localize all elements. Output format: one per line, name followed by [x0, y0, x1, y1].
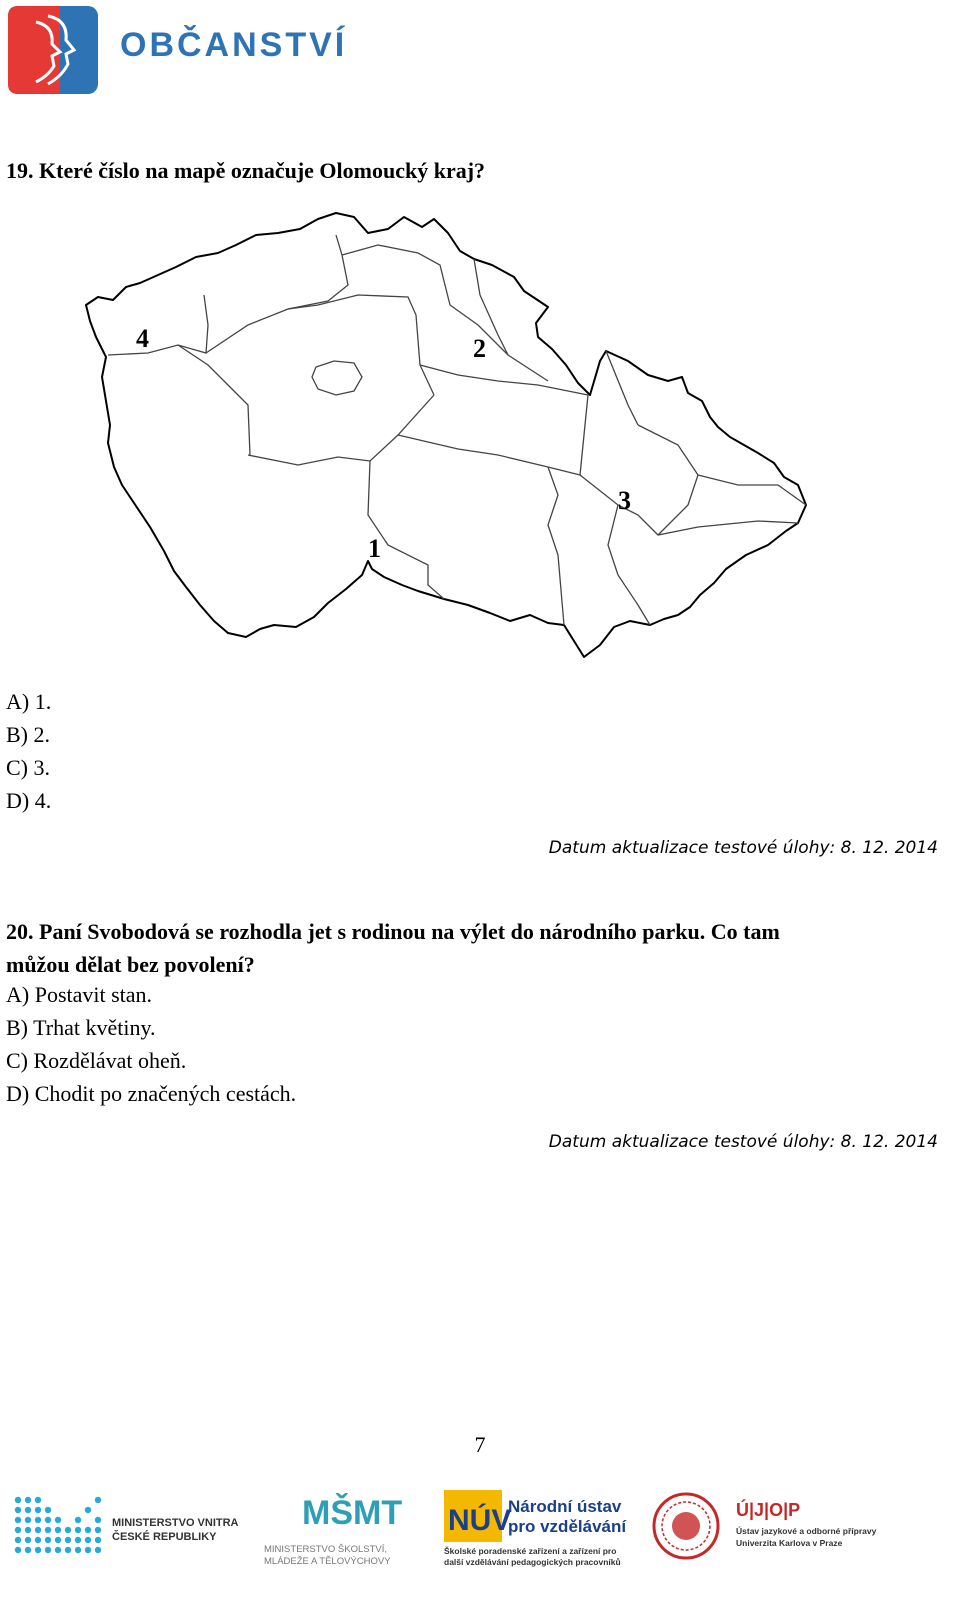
answer-20-b: B) Trhat květiny. [6, 1015, 156, 1040]
mv-line-2: ČESKÉ REPUBLIKY [112, 1531, 217, 1543]
question-20-line-2: můžou dělat bez povolení? [6, 952, 255, 977]
answer-20-a: A) Postavit stan. [6, 982, 153, 1007]
mv-line-1: MINISTERSTVO VNITRA [112, 1517, 239, 1529]
answer-19-a: A) 1. [6, 689, 52, 714]
obcanstvi-logo-icon [8, 6, 98, 94]
question-19: 19. Které číslo na mapě označuje Olomoucký kraj? [6, 158, 486, 183]
czech-regions-map [78, 205, 818, 665]
msmt-mark: MŠMT [302, 1494, 403, 1532]
answers-20 [6, 978, 296, 1110]
nuv-logo [442, 1480, 632, 1570]
msmt-logo [262, 1480, 422, 1570]
page-number: 7 [474, 1432, 486, 1457]
ujop-line-2: Univerzita Karlova v Praze [736, 1538, 843, 1548]
answer-19-b: B) 2. [6, 722, 50, 747]
ujop-line-1: Ústav jazykové a odborné přípravy [736, 1526, 877, 1536]
answer-19-c: C) 3. [6, 755, 50, 780]
msmt-line-1: MINISTERSTVO ŠKOLSTVÍ, [264, 1544, 387, 1555]
university-seal-icon [654, 1494, 718, 1558]
update-date-20: Datum aktualizace testové úlohy: 8. 12. 2014 [548, 1132, 938, 1152]
msmt-line-2: MLÁDEŽE A TĚLOVÝCHOVY [264, 1556, 391, 1567]
nuv-line-2: pro vzdělávání [508, 1517, 627, 1536]
question-20 [6, 915, 906, 981]
ujop-logo [652, 1480, 890, 1570]
question-20-line-1: 20. Paní Svobodová se rozhodla jet s rodinou na výlet do národního parku. Co tam [6, 919, 780, 944]
nuv-mark: NÚV [448, 1504, 512, 1537]
answers-19 [6, 685, 51, 817]
ujop-mark: Ú|J|O|P [736, 1500, 801, 1520]
map-label-1: 1 [368, 534, 381, 563]
answer-20-d: D) Chodit po značených cestách. [6, 1081, 297, 1106]
map-label-2: 2 [473, 334, 486, 363]
update-date-19: Datum aktualizace testové úlohy: 8. 12. 2014 [548, 838, 938, 858]
logo-wordmark: OBČANSTVÍ [120, 26, 348, 64]
nuv-line-4: další vzdělávání pedagogických pracovníků [444, 1557, 621, 1567]
map-label-3: 3 [618, 486, 631, 515]
dots-icon [15, 1497, 101, 1553]
answer-19-d: D) 4. [6, 788, 52, 813]
ministry-interior-logo [12, 1480, 252, 1570]
nuv-line-1: Národní ústav [508, 1497, 622, 1516]
map-label-4: 4 [136, 324, 149, 353]
answer-20-c: C) Rozdělávat oheň. [6, 1048, 187, 1073]
nuv-line-3: Školské poradenské zařízení a zařízení pro [444, 1546, 617, 1556]
